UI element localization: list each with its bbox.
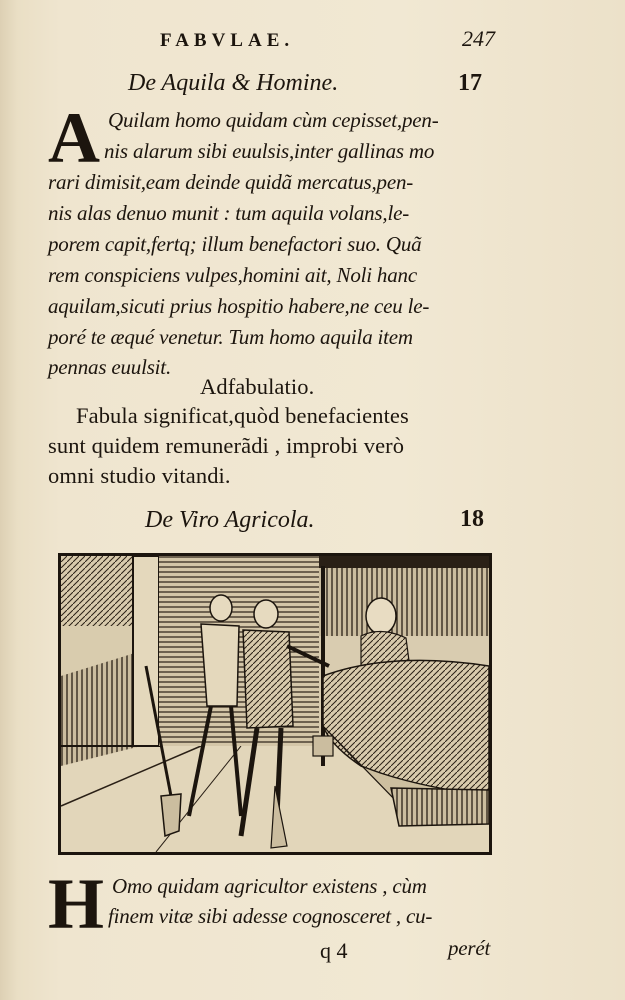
text-line: porem capit,fertq; illum benefactori suo. Quã [48,232,422,256]
drop-cap-a: A [48,98,100,178]
page-number: 247 [462,26,495,51]
fable-18-title: De Viro Agricola. [145,507,315,533]
text-line: Omo quidam agricultor existens , cùm [112,874,427,898]
text-line: rem conspiciens vulpes,homini ait, Noli hanc [48,263,417,287]
moral-line: Fabula significat,quòd benefacientes [76,403,409,428]
moral-line: sunt quidem remunerãdi , improbi verò [48,433,405,458]
drop-cap-h: H [48,864,105,944]
signature-mark: q 4 [320,938,348,963]
text-line: finem vitæ sibi adesse cognosceret , cu- [108,904,433,928]
text-line: nis alarum sibi euulsis,inter gallinas mo [104,139,435,163]
fable-17-title: De Aquila & Homine. [128,70,339,96]
fable-18-number: 18 [460,506,484,532]
text-line: poré te æqué venetur. Tum homo aquila item [48,325,413,349]
fable-17-number: 17 [458,70,482,96]
text-line: nis alas denuo munit : tum aquila volans,le- [48,201,410,225]
woodcut-scene [61,556,489,852]
text-line: aquilam,sicuti prius hospitio habere,ne ceu le- [48,294,430,318]
text-line: rari dimisit,eam deinde quidã mercatus,pen- [48,170,414,194]
woodcut-illustration [58,553,492,855]
moral-line: omni studio vitandi. [48,463,231,488]
text-line: Quilam homo quidam cùm cepisset,pen- [108,108,439,132]
catchword: perét [448,936,491,960]
adfabulatio-heading: Adfabulatio. [200,374,315,399]
text-line: pennas euulsit. [48,355,171,379]
running-title: FABVLAE. [160,30,295,51]
